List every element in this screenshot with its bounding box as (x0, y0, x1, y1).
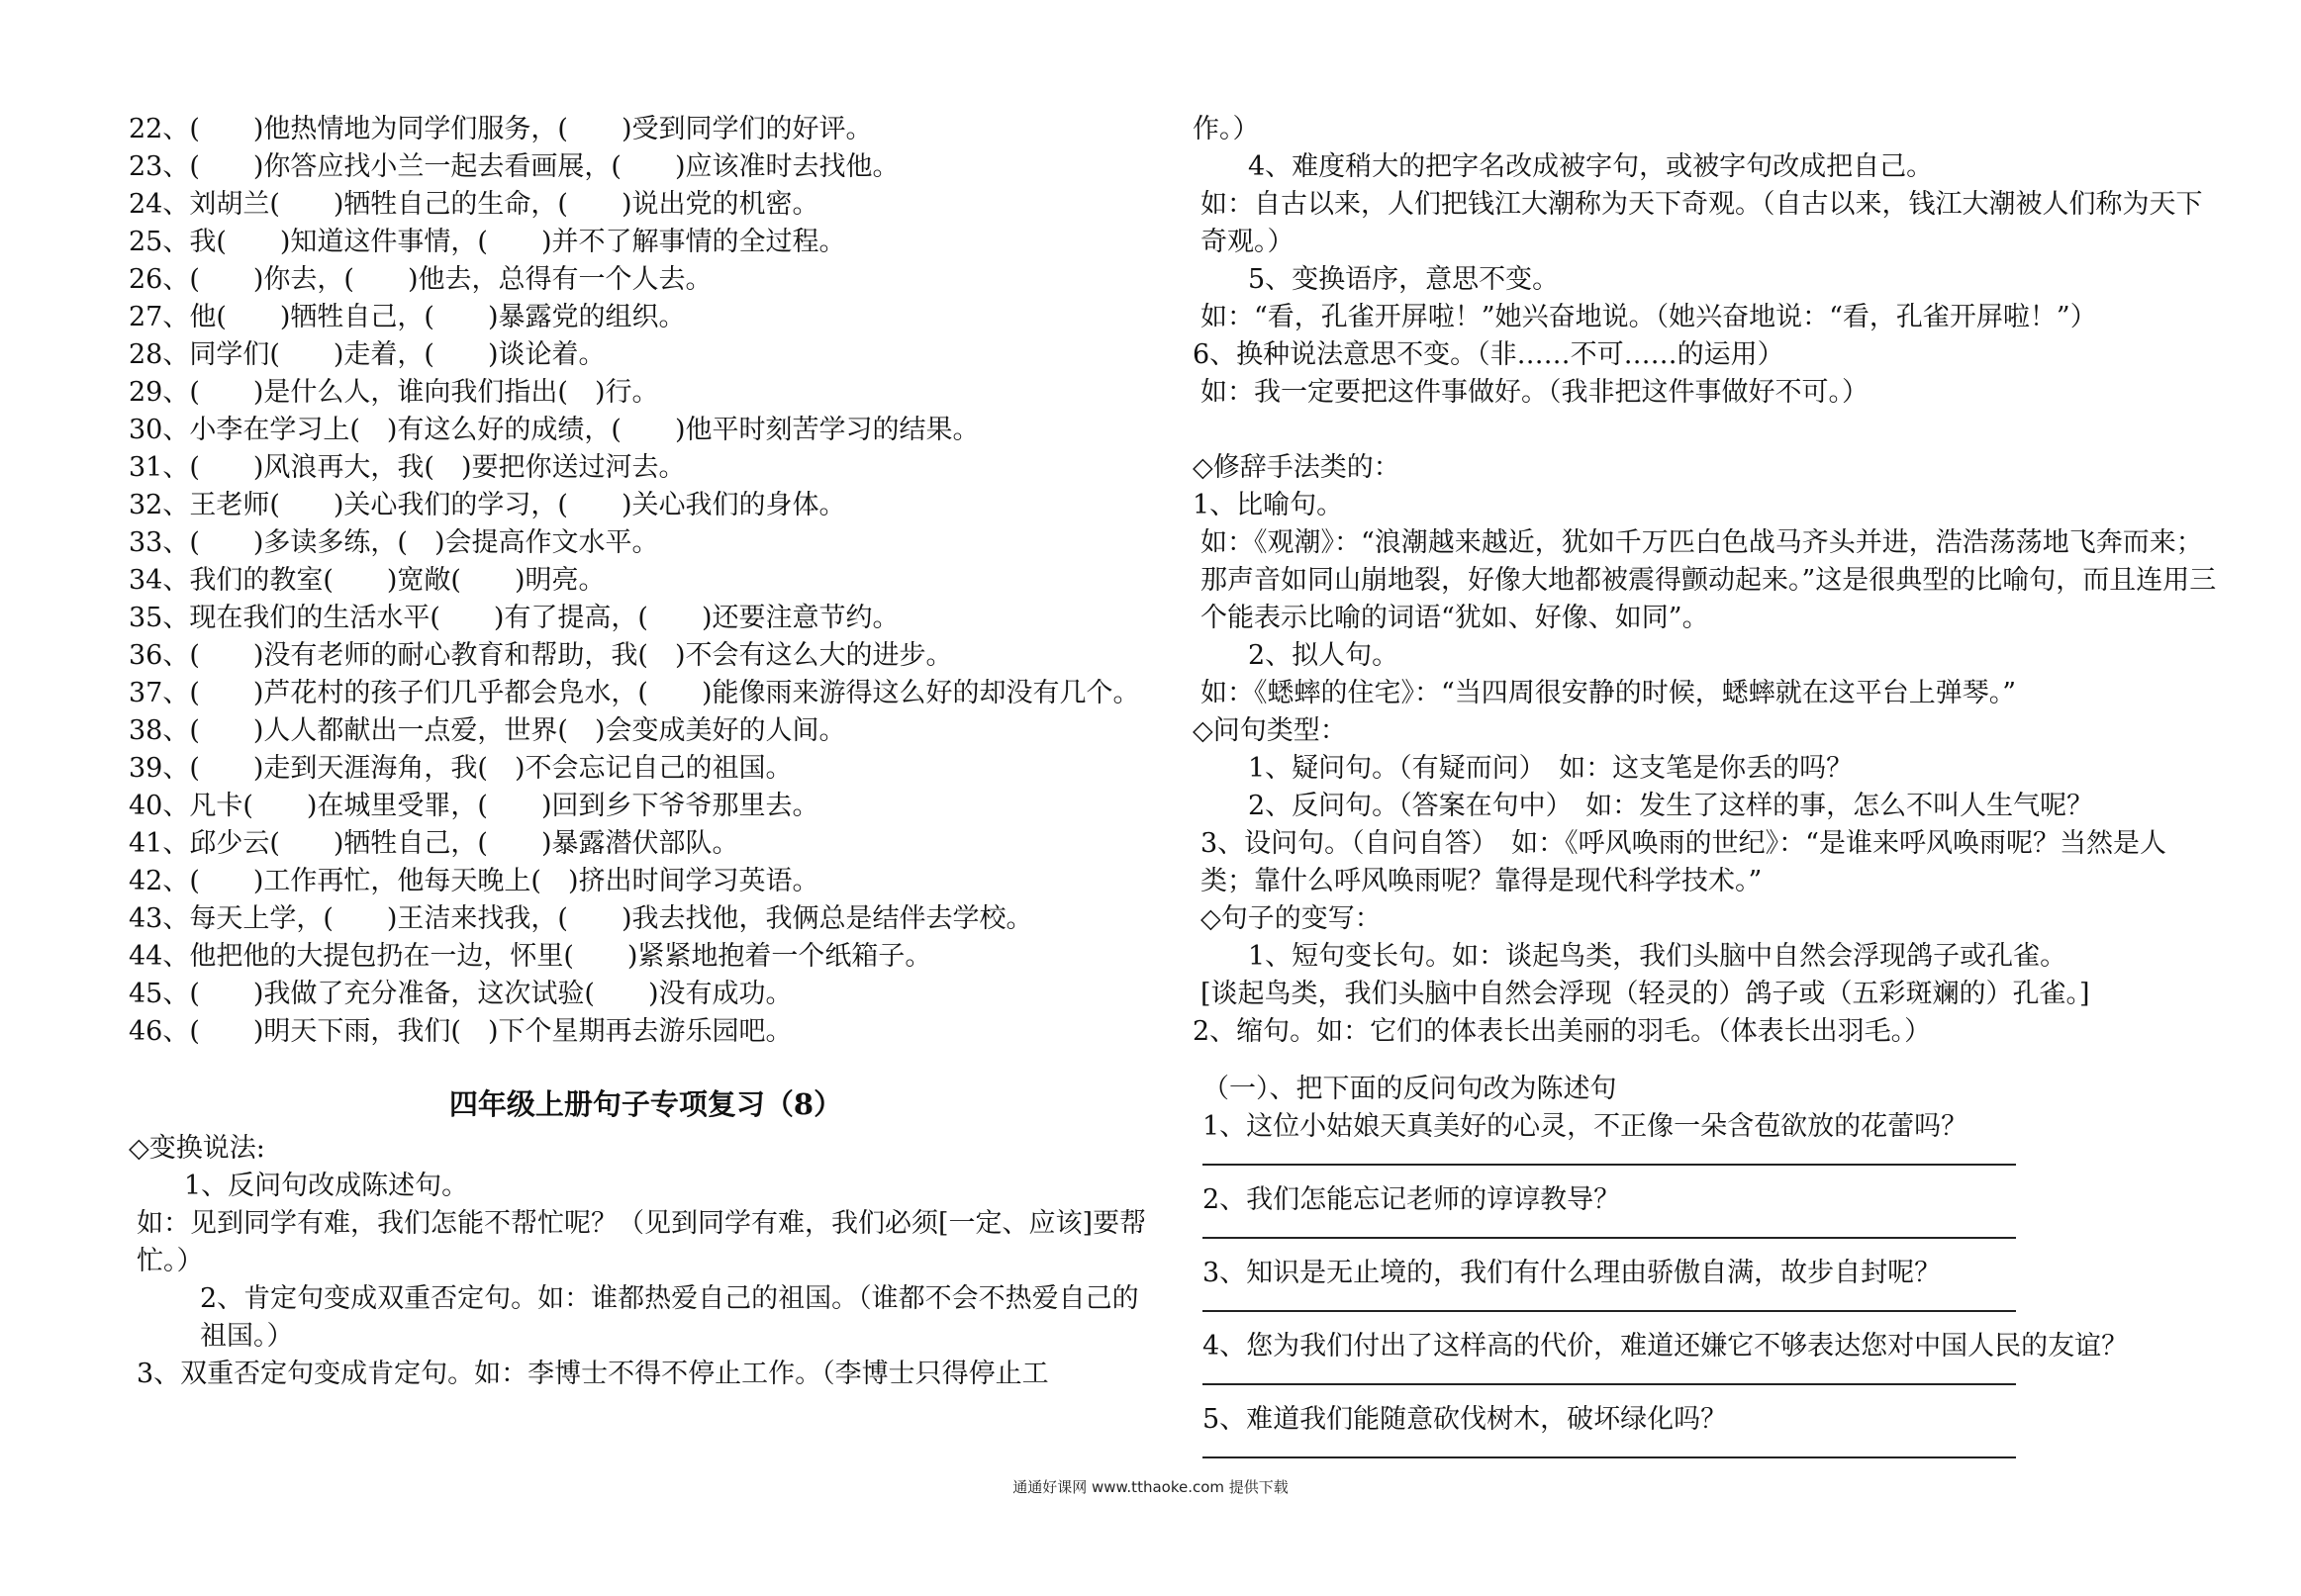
list-item: 24、刘胡兰( )牺牲自己的生命，( )说出党的机密。 (129, 189, 819, 220)
answer-line[interactable] (1202, 1292, 2016, 1312)
list-item: 35、现在我们的生活水平( )有了提高，( )还要注意节约。 (129, 603, 900, 633)
answer-line[interactable] (1202, 1146, 2016, 1166)
rule-item: 2、缩句。如：它们的体表长出美丽的羽毛。（体表长出羽毛。） (1193, 1016, 1932, 1047)
list-item: 29、( )是什么人，谁向我们指出( )行。 (129, 377, 659, 408)
list-item: 37、( )芦花村的孩子们几乎都会凫水，( )能像雨来游得这么好的却没有几个。 (129, 678, 1140, 708)
transform-continued (1193, 111, 2217, 412)
section-heading: ◇问句类型： (1193, 715, 1347, 746)
section-heading: ◇修辞手法类的： (1193, 452, 1400, 483)
list-item: 41、邱少云( )牺牲自己，( )暴露潜伏部队。 (129, 828, 739, 859)
answer-line[interactable] (1202, 1365, 2016, 1385)
example-text: 如：我一定要把这件事做好。（我非把这件事做好不可。） (1200, 377, 1869, 408)
answer-line[interactable] (1202, 1439, 2016, 1458)
spacer (1193, 412, 2217, 449)
list-item: 34、我们的教室( )宽敞( )明亮。 (129, 565, 606, 596)
rule-item: 3、设问句。（自问自答） 如：《呼风唤雨的世纪》：“是谁来呼风唤雨呢？当然是人类；靠什么呼风唤雨呢？靠得是现代科学技术。” (1200, 828, 2166, 896)
list-item: 33、( )多读多练，( )会提高作文水平。 (129, 527, 659, 558)
rule-item: 5、变换语序，意思不变。 (1248, 264, 1560, 295)
list-item: 23、( )你答应找小兰一起去看画展，( )应该准时去找他。 (129, 151, 900, 182)
rule-item: 1、短句变长句。如：谈起鸟类，我们头脑中自然会浮现鸽子或孔雀。 (1248, 941, 2067, 972)
rule-item: 3、双重否定句变成肯定句。如：李博士不得不停止工作。（李博士只得停止工 (137, 1359, 1049, 1389)
example-text: 如：《蟋蟀的住宅》：“当四周很安静的时候，蟋蟀就在这平台上弹琴。” (1200, 678, 2017, 708)
section-heading: ◇句子的变写： (1200, 903, 1382, 934)
exercise-question: 1、这位小姑娘天真美好的心灵，不正像一朵含苞欲放的花蕾吗？ (1202, 1111, 1968, 1142)
list-item: 36、( )没有老师的耐心教育和帮助，我( )不会有这么大的进步。 (129, 640, 953, 671)
example-text: 如：《观潮》：“浪潮越来越近，犹如千万匹白色战马齐头并进，浩浩荡荡地飞奔而来；那声音如同山崩地裂，好像大地都被震得颤动起来。”这是很典型的比喻句，而且连用三个能表示比喻的词语“犹如、好像、如同”。 (1200, 527, 2217, 633)
section-heading: ◇变换说法: (129, 1133, 265, 1164)
spacer (1193, 1051, 2217, 1071)
exercise-question: 2、我们怎能忘记老师的谆谆教导？ (1202, 1184, 1621, 1215)
footer-credit: 通通好课网 www.tthaoke.com 提供下载 (1012, 1478, 1289, 1496)
list-item: 27、他( )牺牲自己，( )暴露党的组织。 (129, 302, 686, 332)
list-item: 28、同学们( )走着，( )谈论着。 (129, 339, 606, 370)
list-item: 44、他把他的大提包扔在一边，怀里( )紧紧地抱着一个纸箱子。 (129, 941, 932, 972)
right-column (1193, 111, 2217, 1474)
rule-item: 1、比喻句。 (1193, 490, 1344, 520)
rule-item: 1、疑问句。（有疑而问） 如：这支笔是你丢的吗？ (1248, 753, 1854, 784)
list-item: 31、( )风浪再大，我( )要把你送过河去。 (129, 452, 686, 483)
list-item: 22、( )他热情地为同学们服务，( )受到同学们的好评。 (129, 114, 873, 144)
example-text: 如：自古以来，人们把钱江大潮称为天下奇观。（自古以来，钱江大潮被人们称为天下奇观。） (1200, 189, 2203, 257)
rule-item: 4、难度稍大的把字名改成被字句，或被字句改成把自己。 (1248, 151, 1934, 182)
list-item: 43、每天上学，( )王洁来找我，( )我去找他，我俩总是结伴去学校。 (129, 903, 1033, 934)
exercise-question: 4、您为我们付出了这样高的代价，难道还嫌它不够表达您对中国人民的友谊？ (1202, 1331, 2129, 1361)
list-item: 25、我( )知道这件事情，( )并不了解事情的全过程。 (129, 227, 846, 257)
continued-text: 作。） (1193, 114, 1260, 144)
rule-item: 2、反问句。（答案在句中） 如：发生了这样的事，怎么不叫人生气呢？ (1248, 791, 2094, 821)
exercise-question: 3、知识是无止境的，我们有什么理由骄傲自满，故步自封呢？ (1202, 1258, 1942, 1288)
exercise-question: 5、难道我们能随意砍伐树木，破坏绿化吗？ (1202, 1404, 1728, 1435)
answer-line[interactable] (1202, 1219, 2016, 1239)
example-text: 如：“看，孔雀开屏啦！”她兴奋地说。（她兴奋地说：“看，孔雀开屏啦！”） (1200, 302, 2097, 332)
rule-item: 1、反问句改成陈述句。 (184, 1171, 469, 1201)
list-item: 26、( )你去，( )他去，总得有一个人去。 (129, 264, 713, 295)
exercise-title: （一）、把下面的反问句改为陈述句 (1202, 1074, 1617, 1104)
list-item: 39、( )走到天涯海角，我( )不会忘记自己的祖国。 (129, 753, 793, 784)
list-item: 40、凡卡( )在城里受罪，( )回到乡下爷爷那里去。 (129, 791, 819, 821)
list-item: 38、( )人人都献出一点爱，世界( )会变成美好的人间。 (129, 715, 846, 746)
list-item: 46、( )明天下雨，我们( )下个星期再去游乐园吧。 (129, 1016, 793, 1047)
rule-item: 2、肯定句变成双重否定句。如：谁都热爱自己的祖国。（谁都不会不热爱自己的祖国。） (200, 1283, 1139, 1352)
list-item: 45、( )我做了充分准备，这次试验( )没有成功。 (129, 979, 793, 1009)
left-column (129, 111, 1163, 1393)
list-item: 30、小李在学习上( )有这么好的成绩，( )他平时刻苦学习的结果。 (129, 415, 980, 445)
fill-in-list (129, 111, 1163, 1051)
rule-item: 2、拟人句。 (1248, 640, 1399, 671)
exercise-section (1193, 1071, 2217, 1458)
list-item: 32、王老师( )关心我们的学习，( )关心我们的身体。 (129, 490, 846, 520)
rule-item: 6、换种说法意思不变。（非……不可……的运用） (1193, 339, 1784, 370)
section-title: 四年级上册句子专项复习（8） (448, 1087, 843, 1121)
transform-section (129, 1130, 1163, 1393)
rhetoric-section (1193, 449, 2217, 1051)
example-text: [谈起鸟类，我们头脑中自然会浮现（轻灵的）鸽子或（五彩斑斓的）孔雀。] (1200, 979, 2090, 1009)
list-item: 42、( )工作再忙，他每天晚上( )挤出时间学习英语。 (129, 866, 819, 896)
example-text: 如：见到同学有难，我们怎能不帮忙呢？（见到同学有难，我们必须[一定、应该]要帮忙。） (137, 1208, 1147, 1276)
